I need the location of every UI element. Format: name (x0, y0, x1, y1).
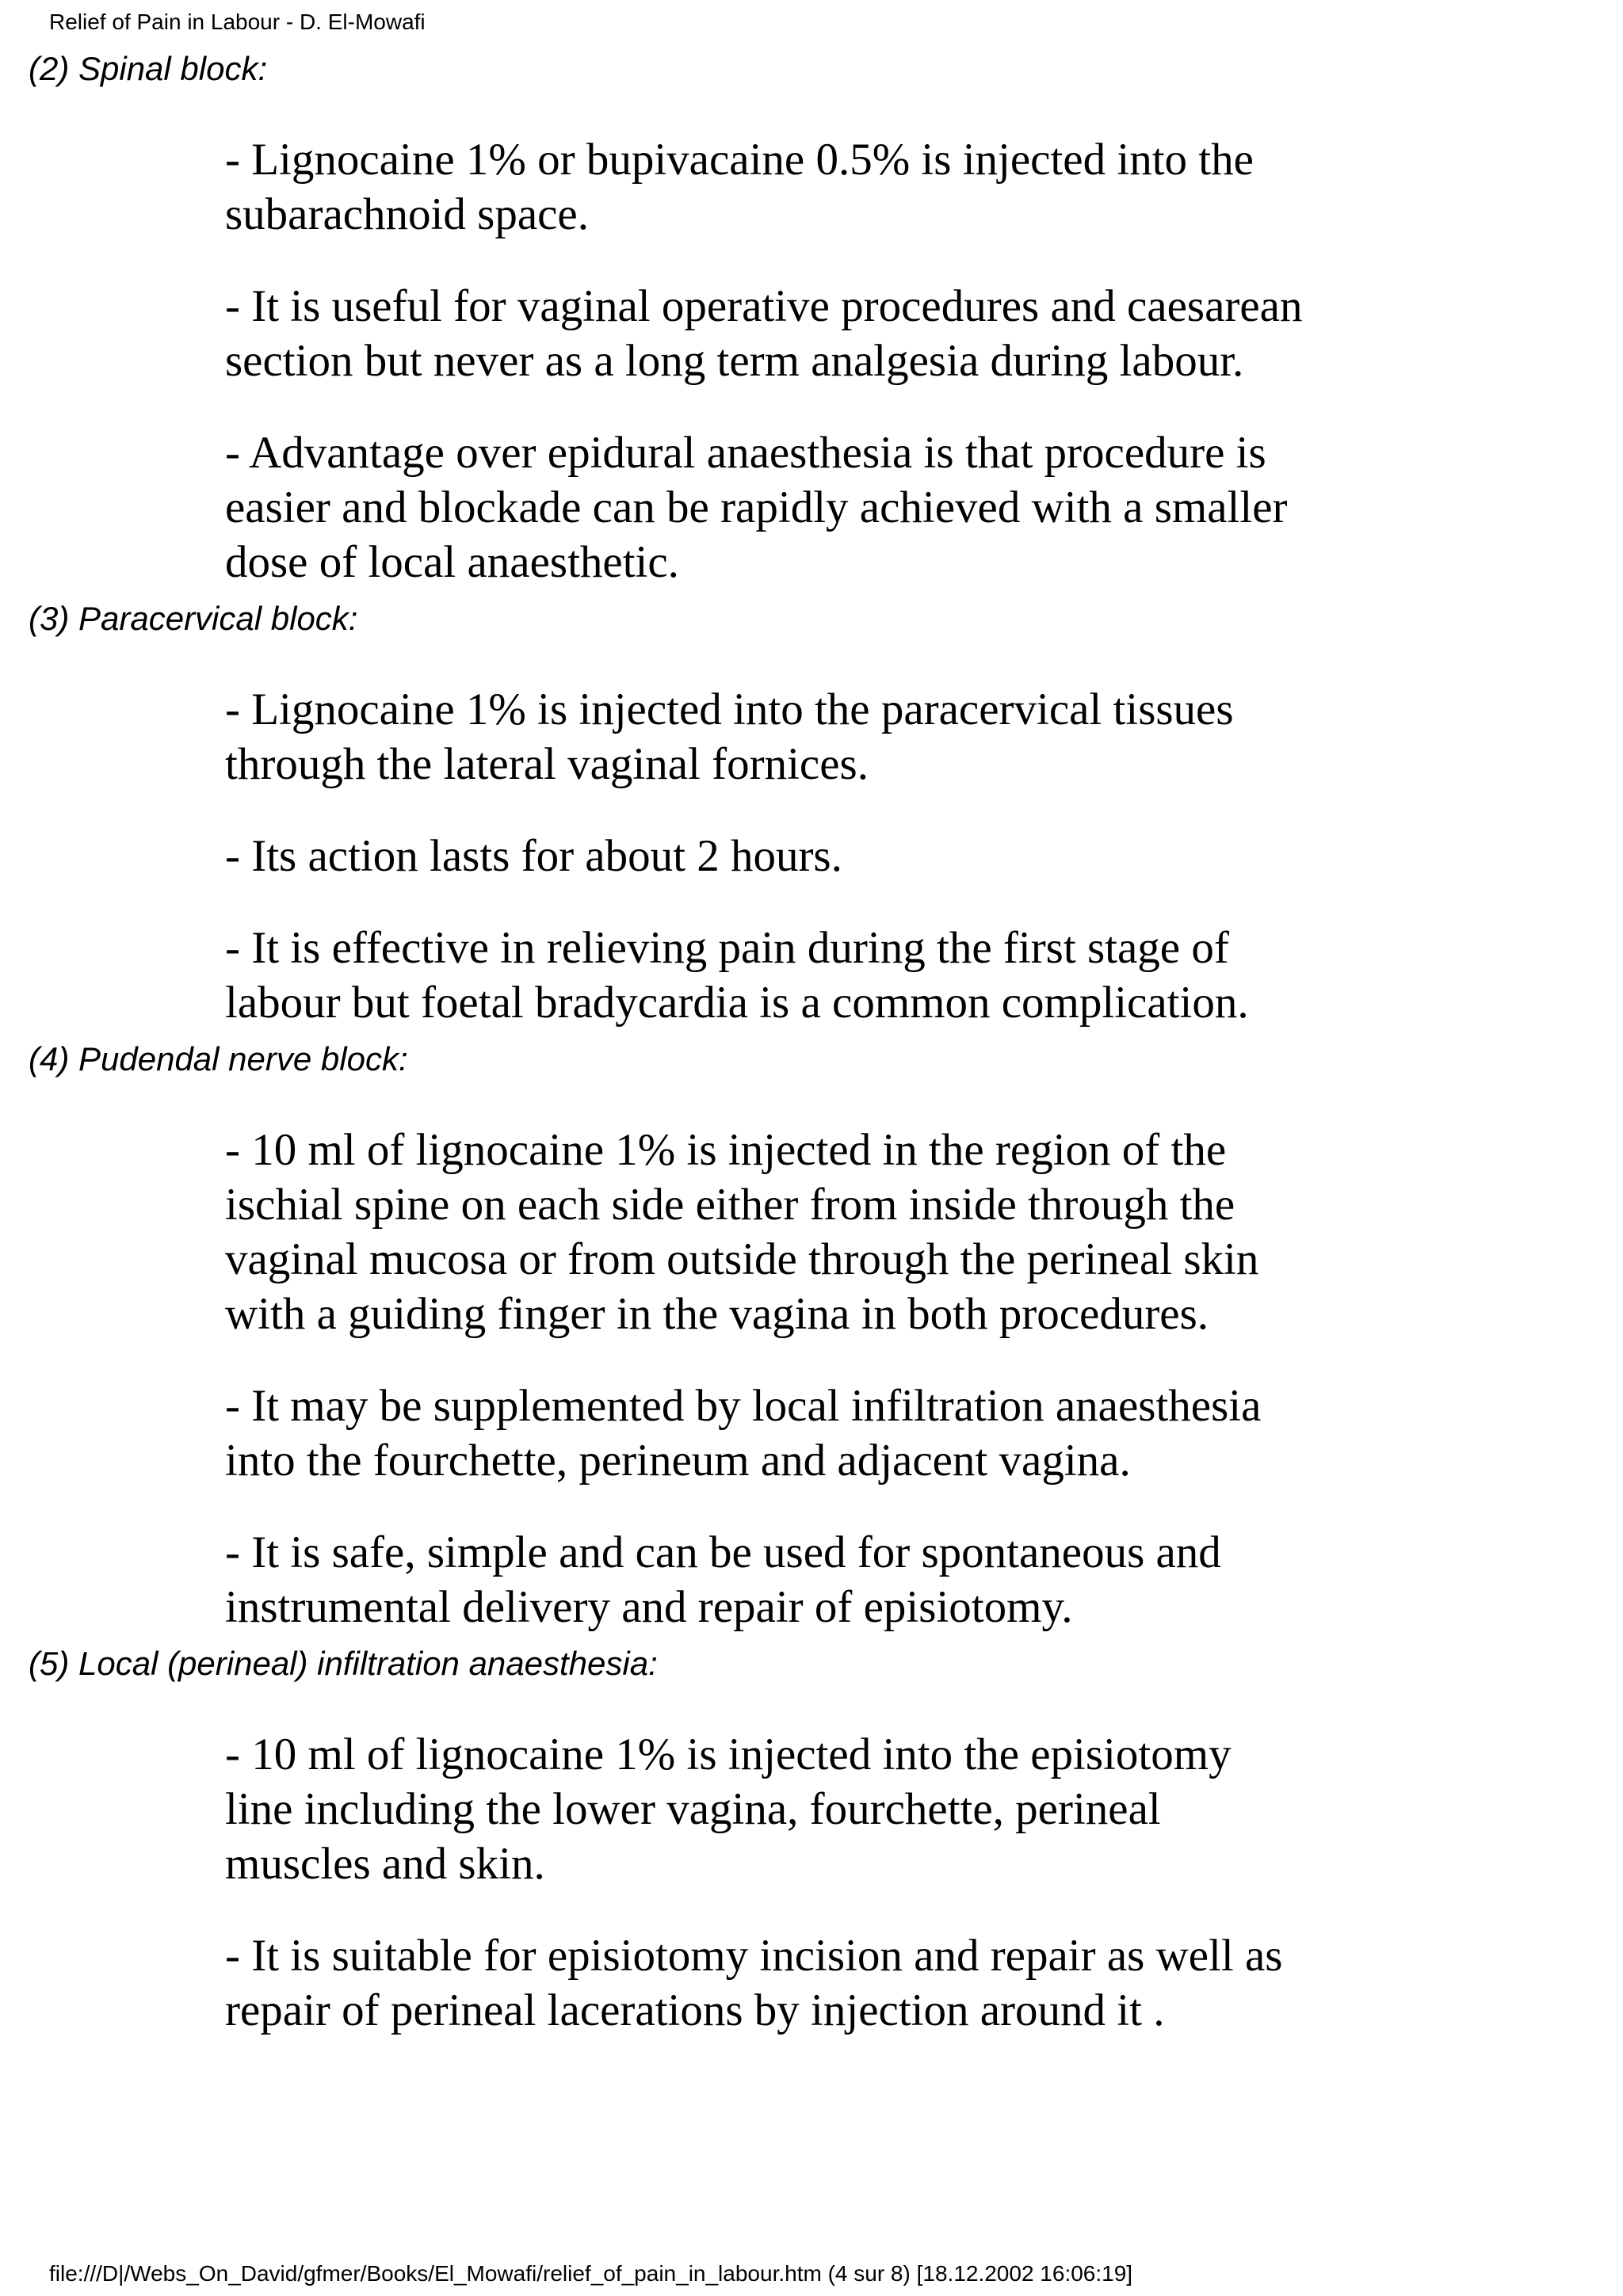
document-content (0, 49, 1623, 2038)
text-line: - It is suitable for episiotomy incision and repair as well as (225, 1931, 1283, 1981)
text-line: section but never as a long term analgesia during labour. (225, 336, 1244, 386)
local-item-2 (225, 1928, 1430, 2038)
section-heading-paracervical-block: (3) Paracervical block: (29, 600, 358, 637)
text-line: easier and blockade can be rapidly achieved with a smaller (225, 482, 1288, 532)
pudendal-item-1 (225, 1123, 1430, 1341)
section-heading-spinal-block: (2) Spinal block: (29, 50, 268, 87)
text-line: into the fourchette, perineum and adjacent vagina. (225, 1436, 1131, 1486)
text-line: instrumental delivery and repair of episiotomy. (225, 1582, 1073, 1632)
text-line: - Lignocaine 1% or bupivacaine 0.5% is injected into the (225, 135, 1254, 185)
text-line: - Its action lasts for about 2 hours. (225, 831, 842, 881)
text-line: with a guiding finger in the vagina in both procedures. (225, 1289, 1209, 1339)
text-line: through the lateral vaginal fornices. (225, 739, 869, 789)
text-line: - It is safe, simple and can be used for spontaneous and (225, 1527, 1221, 1577)
paracervical-item-2 (225, 829, 1430, 883)
paracervical-item-1 (225, 682, 1430, 791)
section-body-pudendal-nerve-block (0, 1123, 1430, 1634)
spinal-item-3 (225, 425, 1430, 589)
section-heading-local-infiltration: (5) Local (perineal) infiltration anaesthesia: (29, 1645, 658, 1682)
text-line: muscles and skin. (225, 1839, 545, 1889)
print-footer-url: file:///D|/Webs_On_David/gfmer/Books/El_Mowafi/relief_of_pain_in_labour.htm (4 sur 8) [18.12.2002 16:06:19] (49, 2261, 1133, 2286)
print-header-title: Relief of Pain in Labour - D. El-Mowafi (49, 10, 426, 34)
text-line: - It is useful for vaginal operative procedures and caesarean (225, 281, 1303, 331)
text-line: vaginal mucosa or from outside through the perineal skin (225, 1234, 1259, 1284)
paracervical-item-3 (225, 921, 1430, 1030)
text-line: - It may be supplemented by local infiltration anaesthesia (225, 1381, 1262, 1431)
text-line: ischial spine on each side either from inside through the (225, 1180, 1235, 1230)
text-line: line including the lower vagina, fourchette, perineal (225, 1784, 1161, 1834)
text-line: - Advantage over epidural anaesthesia is that procedure is (225, 428, 1266, 478)
section-body-local-infiltration (0, 1727, 1430, 2038)
text-line: - Lignocaine 1% is injected into the paracervical tissues (225, 685, 1234, 734)
section-body-spinal-block (0, 132, 1430, 589)
section-heading-pudendal-nerve-block: (4) Pudendal nerve block: (29, 1040, 408, 1077)
text-line: labour but foetal bradycardia is a common complication. (225, 978, 1249, 1028)
text-line: repair of perineal lacerations by injection around it . (225, 1985, 1165, 2035)
spinal-item-1 (225, 132, 1430, 242)
text-line: - 10 ml of lignocaine 1% is injected into the episiotomy (225, 1730, 1232, 1779)
pudendal-item-3 (225, 1525, 1430, 1634)
section-body-paracervical-block (0, 682, 1430, 1030)
local-item-1 (225, 1727, 1430, 1891)
pudendal-item-2 (225, 1379, 1430, 1488)
text-line: - 10 ml of lignocaine 1% is injected in the region of the (225, 1125, 1227, 1175)
text-line: dose of local anaesthetic. (225, 537, 679, 587)
text-line: subarachnoid space. (225, 189, 589, 239)
spinal-item-2 (225, 279, 1430, 388)
text-line: - It is effective in relieving pain during the first stage of (225, 923, 1229, 973)
